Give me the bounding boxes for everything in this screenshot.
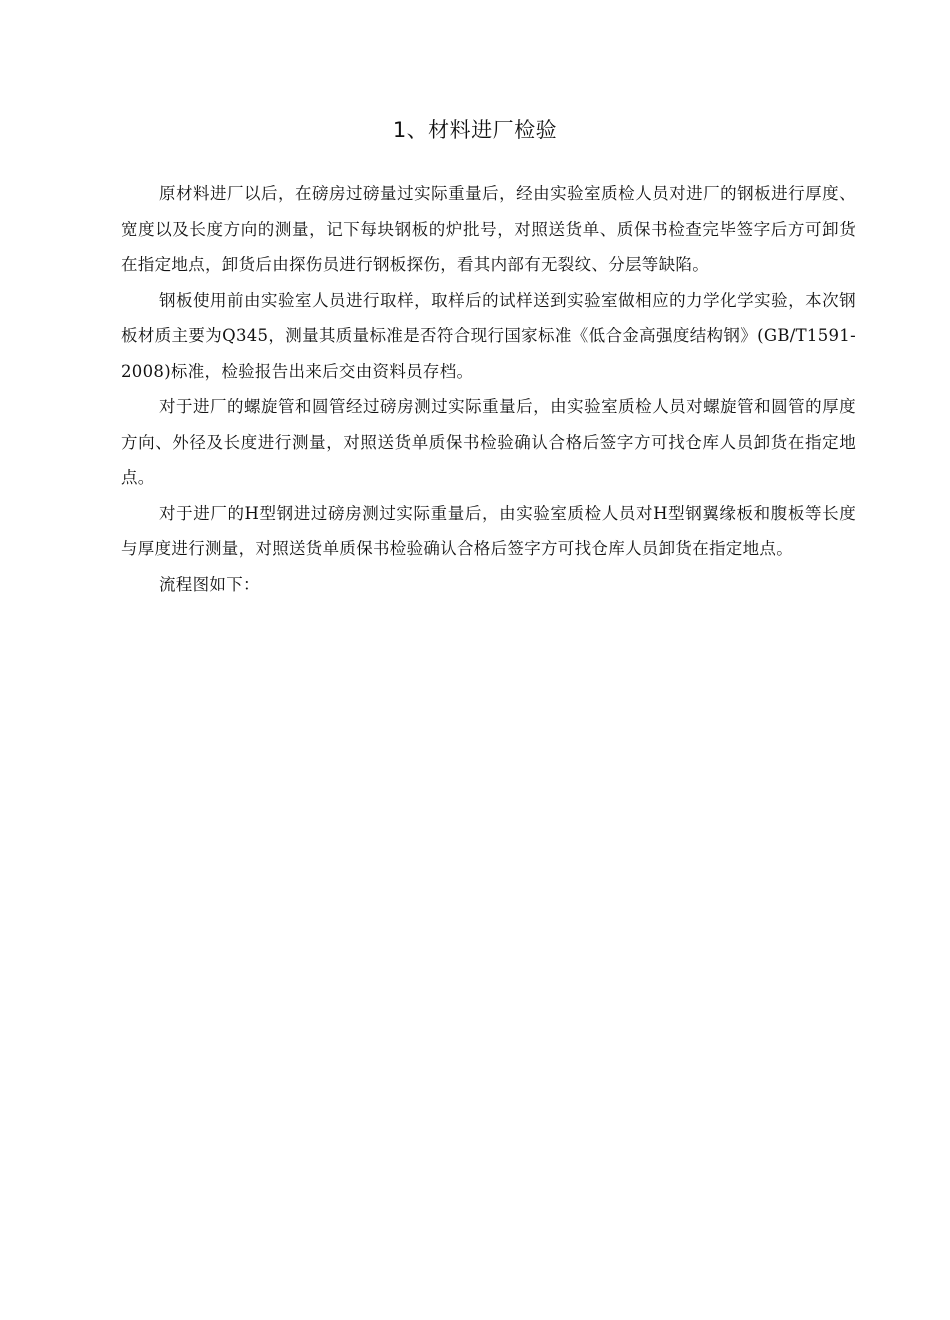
- paragraph-spiral-pipe-inspection: 对于进厂的螺旋管和圆管经过磅房测过实际重量后，由实验室质检人员对螺旋管和圆管的厚度方向、外径及长度进行测量，对照送货单质保书检验确认合格后签字方可找仓库人员卸货在指定地点。: [121, 397, 856, 487]
- page-title: 1、材料进厂检验: [392, 118, 558, 142]
- paragraph-steel-plate-sampling: 钢板使用前由实验室人员进行取样，取样后的试样送到实验室做相应的力学化学实验，本次钢板材质主要为Q345，测量其质量标准是否符合现行国家标准《低合金高强度结构钢》(GB/T1591-2008)标准，检验报告出来后交由资料员存档。: [121, 290, 856, 381]
- paragraph-flowchart-intro: 流程图如下：: [159, 574, 260, 594]
- paragraph-h-beam-inspection: 对于进厂的H型钢进过磅房测过实际重量后，由实验室质检人员对H型钢翼缘板和腹板等长度与厚度进行测量，对照送货单质保书检验确认合格后签字方可找仓库人员卸货在指定地点。: [121, 503, 856, 558]
- document-body: [121, 176, 856, 602]
- paragraph-raw-material-intake: 原材料进厂以后，在磅房过磅量过实际重量后，经由实验室质检人员对进厂的钢板进行厚度、宽度以及长度方向的测量，记下每块钢板的炉批号，对照送货单、质保书检查完毕签字后方可卸货在指定地点，卸货后由探伤员进行钢板探伤，看其内部有无裂纹、分层等缺陷。: [121, 184, 856, 274]
